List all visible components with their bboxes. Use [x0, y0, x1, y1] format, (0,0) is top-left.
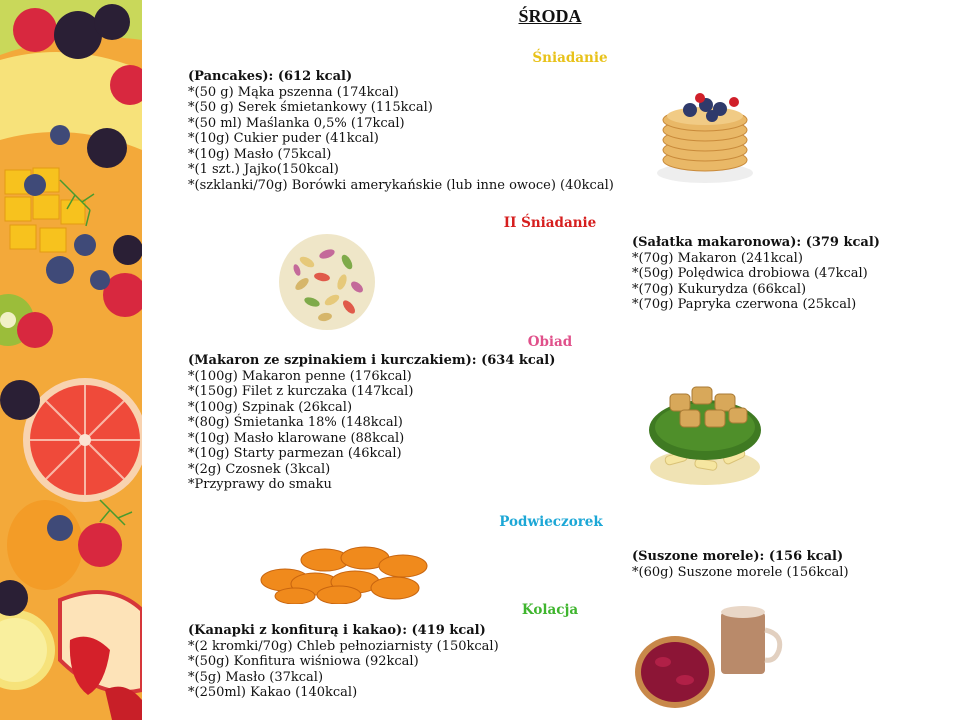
meal-dish: (Suszone morele): (156 kcal)	[632, 549, 844, 564]
ingredient-item: *(50g) Polędwica drobiowa (47kcal)	[632, 266, 868, 281]
fruit-strip-image	[0, 0, 142, 720]
pasta-spinach-chicken-photo	[645, 372, 765, 487]
meal-block-breakfast	[188, 69, 614, 193]
ingredient-item: *(100g) Szpinak (26kcal)	[188, 399, 353, 415]
meal-block-dinner	[188, 623, 499, 701]
meal-dish: (Sałatka makaronowa): (379 kcal)	[632, 235, 880, 250]
section-title-breakfast: Śniadanie	[532, 50, 608, 66]
ingredient-item: *(150g) Filet z kurczaka (147kcal)	[188, 384, 414, 399]
ingredient-item: *(60g) Suszone morele (156kcal)	[632, 564, 849, 580]
ingredient-item: *(70g) Makaron (241kcal)	[632, 250, 803, 266]
meal-dish: (Kanapki z konfiturą i kakao): (419 kcal)	[188, 623, 486, 638]
ingredient-item: *(50 g) Mąka pszenna (174kcal)	[188, 84, 399, 100]
ingredient-item: *(5g) Masło (37kcal)	[188, 669, 324, 685]
ingredient-item: *Przyprawy do smaku	[188, 477, 332, 492]
ingredient-item: *(10g) Masło klarowane (88kcal)	[188, 430, 405, 446]
ingredient-item: *(50g) Konfitura wiśniowa (92kcal)	[188, 654, 419, 669]
dried-apricots-photo	[255, 540, 435, 604]
ingredient-item: *(10g) Starty parmezan (46kcal)	[188, 446, 402, 461]
meal-block-second-breakfast	[632, 235, 880, 313]
meal-block-snack	[632, 549, 849, 580]
ingredient-item: *(50 g) Serek śmietankowy (115kcal)	[188, 100, 433, 115]
ingredient-item: *(10g) Cukier puder (41kcal)	[188, 131, 379, 146]
page-title: ŚRODA	[518, 6, 582, 26]
pancakes-photo	[650, 78, 760, 188]
pasta-salad-photo	[277, 232, 377, 332]
meal-dish: (Makaron ze szpinakiem i kurczakiem): (634 kcal)	[188, 353, 556, 368]
ingredient-item: *(2g) Czosnek (3kcal)	[188, 461, 331, 477]
ingredient-item: *(2 kromki/70g) Chleb pełnoziarnisty (150kcal)	[188, 638, 499, 654]
ingredient-item: *(10g) Masło (75kcal)	[188, 146, 332, 162]
meal-block-lunch	[188, 353, 555, 493]
ingredient-item: *(80g) Śmietanka 18% (148kcal)	[188, 415, 403, 430]
toast-and-cocoa-photo	[633, 600, 788, 715]
ingredient-item: *(szklanki/70g) Borówki amerykańskie (lub inne owoce) (40kcal)	[188, 177, 614, 193]
ingredient-item: *(50 ml) Maślanka 0,5% (17kcal)	[188, 115, 405, 131]
section-title-snack: Podwieczorek	[499, 514, 603, 530]
meal-dish: (Pancakes): (612 kcal)	[188, 69, 353, 84]
section-title-second-breakfast: II Śniadanie	[503, 215, 597, 231]
section-title-lunch: Obiad	[527, 334, 573, 350]
ingredient-item: *(250ml) Kakao (140kcal)	[188, 685, 358, 700]
ingredient-item: *(70g) Kukurydza (66kcal)	[632, 281, 807, 297]
ingredient-item: *(70g) Papryka czerwona (25kcal)	[632, 297, 857, 312]
ingredient-item: *(1 szt.) Jajko(150kcal)	[188, 162, 339, 177]
ingredient-item: *(100g) Makaron penne (176kcal)	[188, 368, 412, 384]
section-title-dinner: Kolacja	[521, 602, 579, 618]
